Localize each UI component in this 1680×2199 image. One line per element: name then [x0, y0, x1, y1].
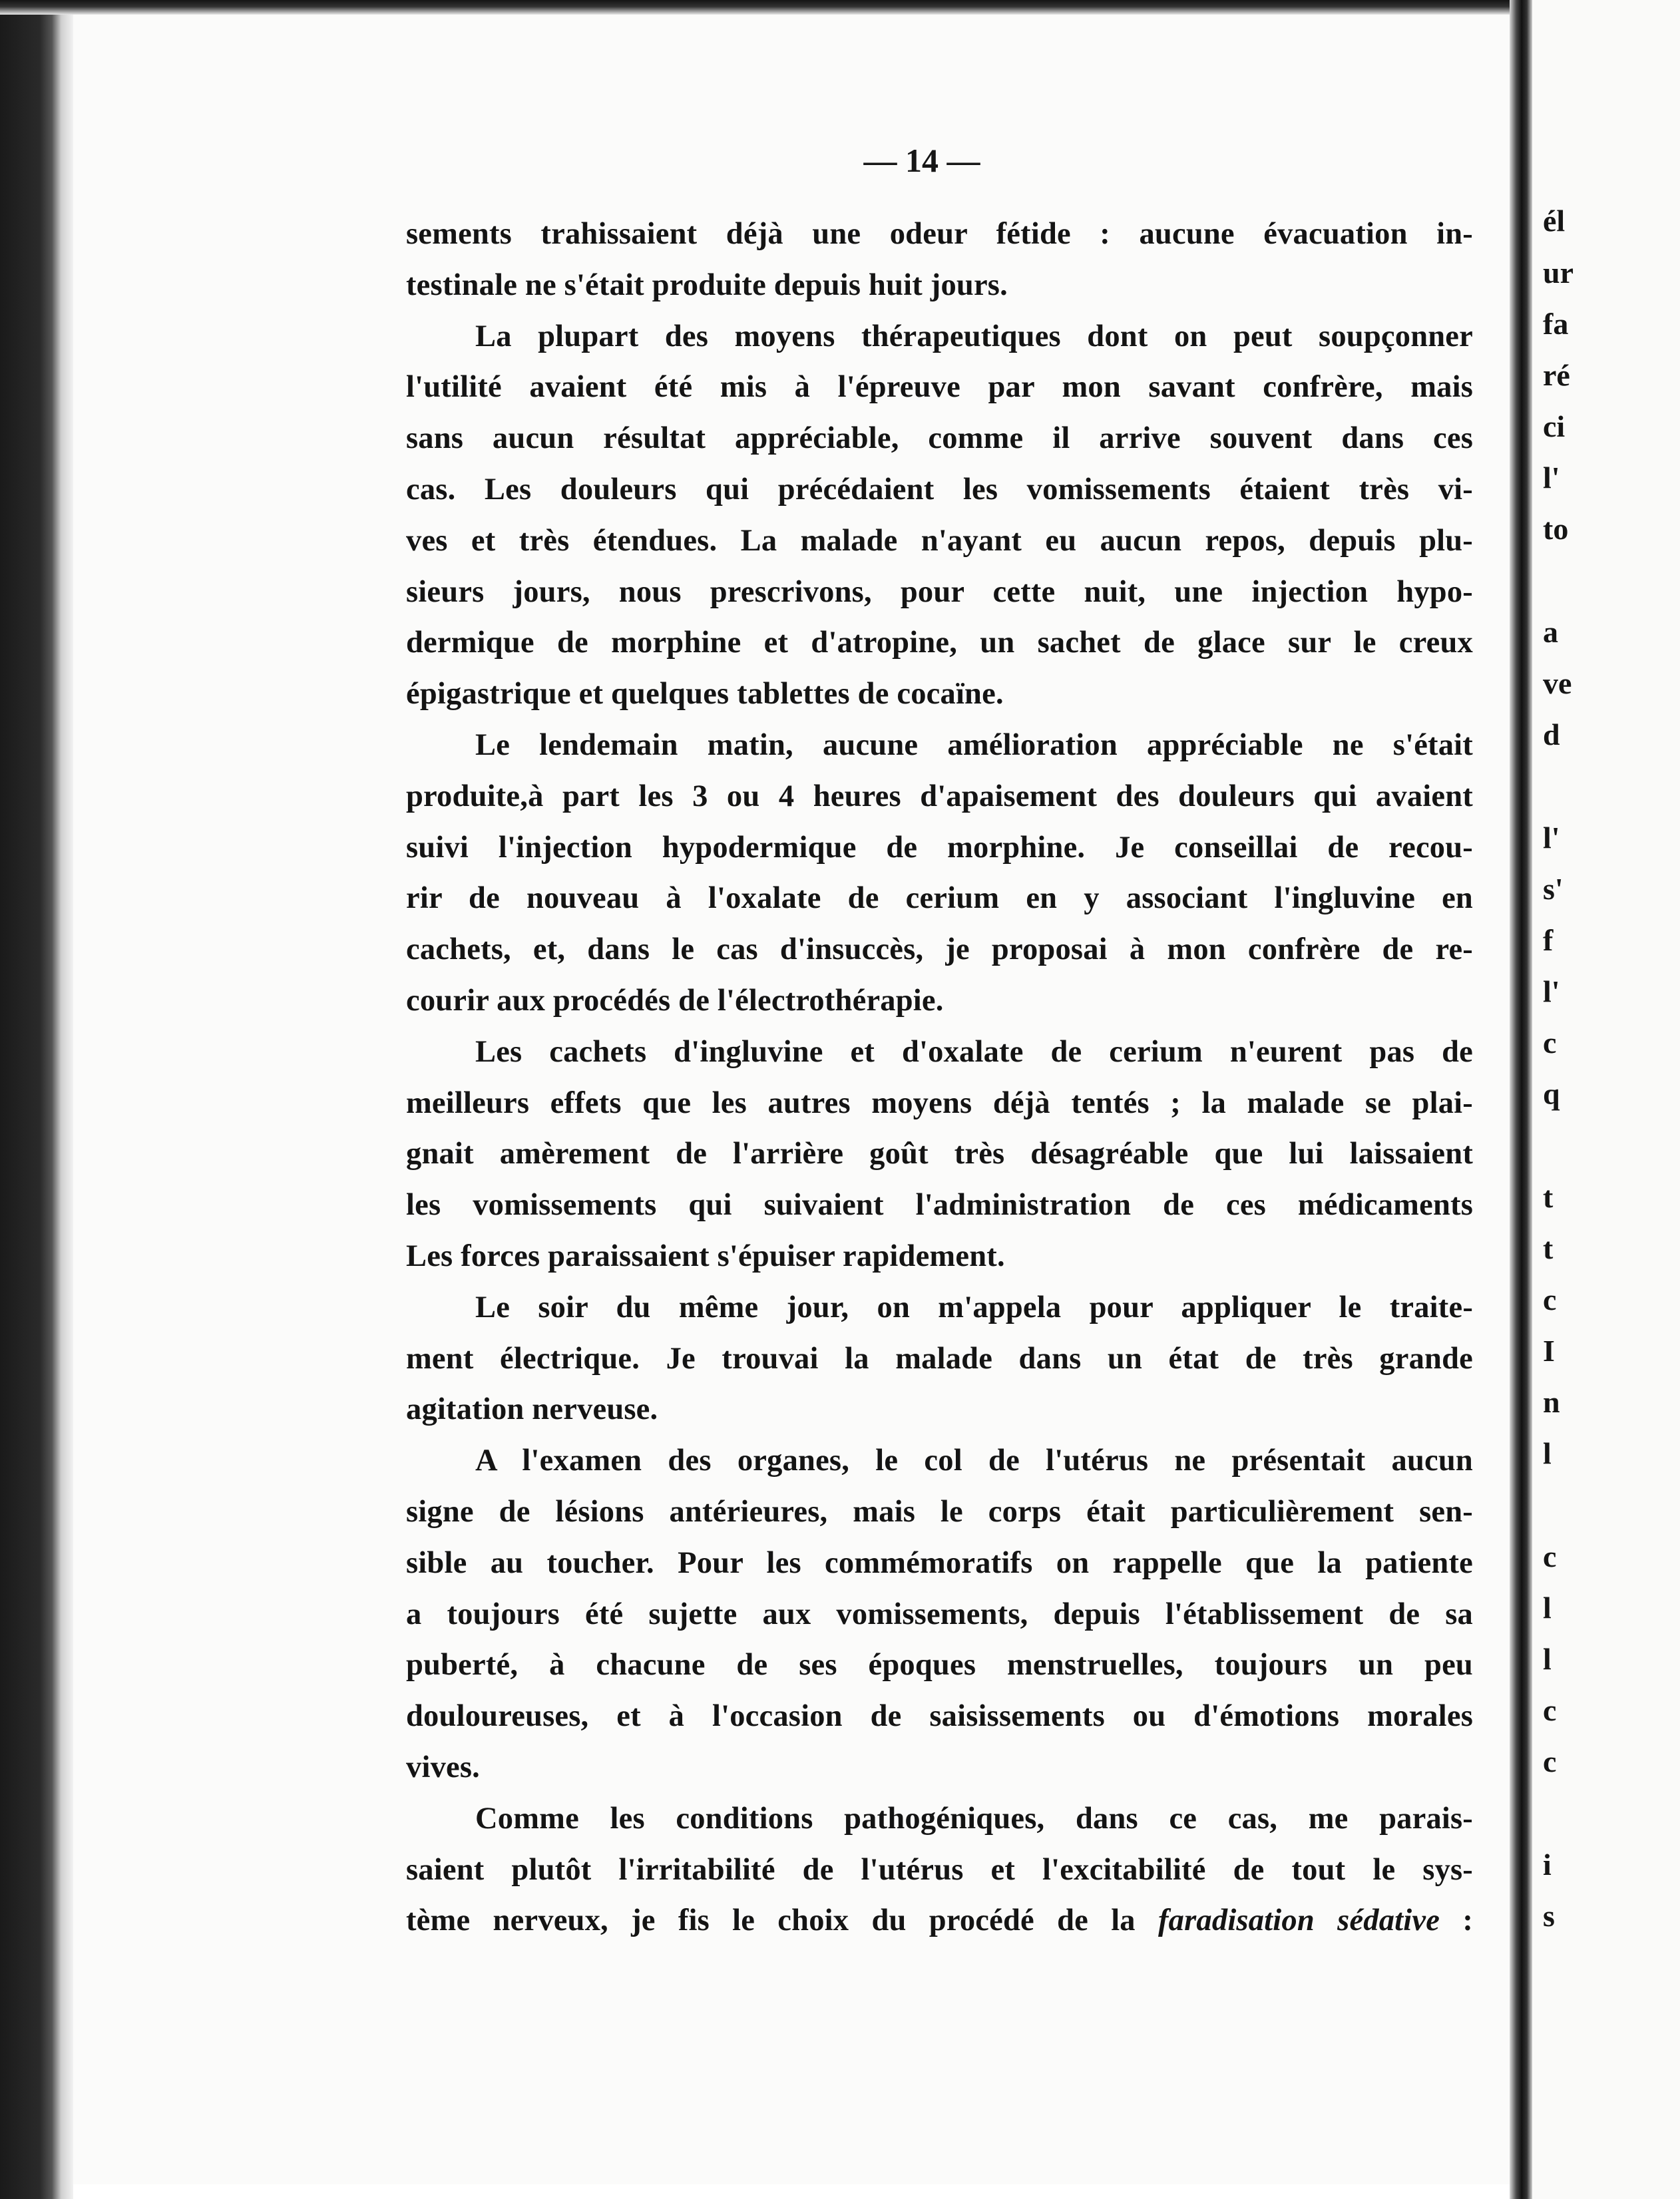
facing-page-fragment-text: t — [1543, 1231, 1554, 1265]
text-line: suivi l'injection hypodermique de morphine. Je conseillai de recou- — [406, 830, 1473, 865]
book-page — [73, 15, 1510, 2184]
facing-page-fragment-text: ci — [1543, 409, 1566, 443]
text-line: sible au toucher. Pour les commémoratifs on rappelle que la patiente — [406, 1545, 1473, 1580]
final-line-end: : — [1440, 1903, 1473, 1938]
facing-page-fragment-text: q — [1543, 1077, 1560, 1111]
facing-page-fragment-text: l' — [1543, 974, 1560, 1008]
facing-page-fragment-text: d — [1543, 717, 1560, 751]
text-line: A l'examen des organes, le col de l'utérus ne présentait aucun — [475, 1444, 1473, 1478]
text-line: a toujours été sujette aux vomissements, depuis l'établissement de sa — [406, 1597, 1473, 1631]
text-line: puberté, à chacune de ses époques menstruelles, toujours un peu — [406, 1648, 1473, 1683]
text-line: sans aucun résultat appréciable, comme il arrive souvent dans ces — [406, 421, 1473, 456]
facing-page-fragment-text: s — [1543, 1899, 1555, 1933]
binding-left-edge — [0, 0, 73, 2199]
text-line: ves et très étendues. La malade n'ayant eu aucun repos, depuis plu- — [406, 523, 1473, 558]
text-line: l'utilité avaient été mis à l'épreuve par mon savant confrère, mais — [406, 370, 1473, 405]
facing-page-fragment-text: ve — [1543, 666, 1572, 700]
text-line: ment électrique. Je trouvai la malade dans un état de très grande — [406, 1341, 1473, 1376]
facing-page-fragment-text: t — [1543, 1180, 1554, 1214]
facing-page-fragment-text: ur — [1543, 256, 1574, 290]
text-line: vives. — [406, 1750, 480, 1784]
text-line: sieurs jours, nous prescrivons, pour cette nuit, une injection hypo- — [406, 574, 1473, 609]
facing-page-fragment-text: c — [1543, 1693, 1557, 1727]
text-line: cachets, et, dans le cas d'insuccès, je proposai à mon confrère de re- — [406, 932, 1473, 967]
text-line: épigastrique et quelques tablettes de cocaïne. — [406, 677, 1004, 711]
scan-top-edge — [0, 0, 1680, 15]
text-line: Le soir du même jour, on m'appela pour appliquer le traite- — [475, 1290, 1473, 1324]
text-line: agitation nerveuse. — [406, 1392, 658, 1427]
facing-page-fragment-text: I — [1543, 1334, 1555, 1368]
text-line: La plupart des moyens thérapeutiques dont on peut soupçonner — [475, 319, 1473, 353]
facing-page-fragment-text: ré — [1543, 358, 1570, 392]
facing-page-fragment-text: f — [1543, 923, 1554, 957]
facing-page-fragment-text: s' — [1543, 872, 1564, 906]
facing-page-fragment-text: l — [1543, 1642, 1552, 1676]
text-line-final — [406, 1896, 1473, 1947]
text-line: sements trahissaient déjà une odeur fétide : aucune évacuation in- — [406, 217, 1473, 251]
text-line: douloureuses, et à l'occasion de saisissements ou d'émotions morales — [406, 1699, 1473, 1734]
final-line-italic: faradisation sédative — [1157, 1903, 1440, 1938]
body-text — [406, 209, 1473, 1947]
facing-page-fragment-text: fa — [1543, 307, 1569, 341]
text-line: Le lendemain matin, aucune amélioration appréciable ne s'était — [475, 727, 1473, 762]
book-gutter — [1510, 0, 1532, 2199]
text-line: rir de nouveau à l'oxalate de cerium en y associant l'ingluvine en — [406, 881, 1473, 916]
facing-page-fragment-text: l' — [1543, 821, 1560, 855]
text-line: courir aux procédés de l'électrothérapie. — [406, 983, 944, 1018]
facing-page-fragment-text: n — [1543, 1385, 1560, 1419]
facing-page-fragment-text: a — [1543, 615, 1558, 649]
text-line: meilleurs effets que les autres moyens déjà tentés ; la malade se plai- — [406, 1086, 1473, 1120]
facing-page-fragment-text: to — [1543, 512, 1569, 546]
text-line: saient plutôt l'irritabilité de l'utérus et l'excitabilité de tout le sys- — [406, 1852, 1473, 1887]
text-line: dermique de morphine et d'atropine, un sachet de glace sur le creux — [406, 626, 1473, 660]
text-line: Les forces paraissaient s'épuiser rapidement. — [406, 1239, 1005, 1273]
text-line: produite,à part les 3 ou 4 heures d'apaisement des douleurs qui avaient — [406, 779, 1473, 813]
text-line: les vomissements qui suivaient l'administration de ces médicaments — [406, 1188, 1473, 1223]
text-line: testinale ne s'était produite depuis huit jours. — [406, 268, 1008, 302]
facing-page-fragment-text: c — [1543, 1744, 1557, 1778]
text-line: signe de lésions antérieures, mais le corps était particulièrement sen- — [406, 1494, 1473, 1529]
facing-page-fragment-text: c — [1543, 1026, 1557, 1060]
final-line-start: tème nerveux, je fis le choix du procédé de la — [406, 1903, 1158, 1938]
facing-page-fragment-text: l — [1543, 1591, 1552, 1625]
facing-page-fragment-text: l — [1543, 1436, 1552, 1470]
text-line: gnait amèrement de l'arrière goût très désagréable que lui laissaient — [406, 1137, 1473, 1171]
facing-page-fragment-text: l' — [1543, 461, 1560, 495]
page-number: — 14 — — [863, 142, 980, 179]
facing-page-fragment-text: c — [1543, 1539, 1557, 1573]
facing-page-fragment-text: c — [1543, 1283, 1557, 1316]
text-line: Comme les conditions pathogéniques, dans ce cas, me parais- — [475, 1801, 1473, 1836]
text-line: cas. Les douleurs qui précédaient les vomissements étaient très vi- — [406, 472, 1473, 506]
facing-page-fragment-text: él — [1543, 204, 1566, 238]
facing-page-fragment-text: i — [1543, 1848, 1552, 1882]
text-line: Les cachets d'ingluvine et d'oxalate de cerium n'eurent pas de — [475, 1034, 1473, 1069]
